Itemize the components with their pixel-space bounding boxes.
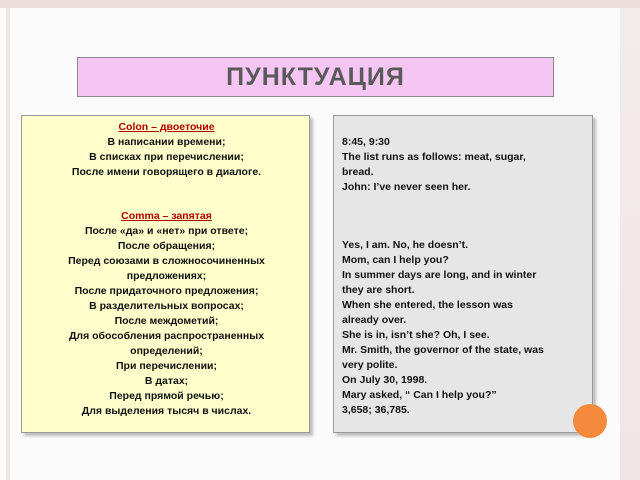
comma-rule: Для выделения тысяч в числах. xyxy=(81,405,252,417)
example-line: Mom, can I help you? xyxy=(342,254,449,266)
example-line: Mr. Smith, the governor of the state, was xyxy=(342,344,544,356)
slide-left-rule xyxy=(6,8,10,480)
comma-rule: В разделительных вопросах; xyxy=(89,300,244,312)
example-line: John: I’ve never seen her. xyxy=(342,181,471,193)
comma-rule: После «да» и «нет» при ответе; xyxy=(84,225,249,237)
colon-heading: Colon – двоеточие xyxy=(118,121,215,133)
comma-rule: предложениях; xyxy=(126,270,207,282)
example-line: Yes, I am. No, he doesn’t. xyxy=(342,239,469,251)
slide-right-rule xyxy=(620,8,640,480)
slide-title: ПУНКТУАЦИЯ xyxy=(226,62,405,91)
colon-rule: В написании времени; xyxy=(107,136,226,148)
example-line: 3,658; 36,785. xyxy=(342,404,410,416)
colon-rule: После имени говорящего в диалоге. xyxy=(71,166,262,178)
example-line: bread. xyxy=(342,166,374,178)
example-line: When she entered, the lesson was xyxy=(342,299,513,311)
comma-rule: определений; xyxy=(130,345,203,357)
comma-rule: В датах; xyxy=(144,375,189,387)
comma-rule: После междометий; xyxy=(114,315,219,327)
comma-rule: Перед союзами в сложносочиненных xyxy=(68,255,265,267)
comma-rule: Перед прямой речью; xyxy=(109,390,224,402)
comma-rule: После придаточного предложения; xyxy=(74,285,259,297)
example-line: She is in, isn’t she? Oh, I see. xyxy=(342,329,490,341)
example-line: already over. xyxy=(342,314,407,326)
slide-top-bar xyxy=(0,0,640,8)
comma-rule: Для обособления распространенных xyxy=(68,330,265,342)
example-line: very polite. xyxy=(342,359,398,371)
example-line: On July 30, 1998. xyxy=(342,374,428,386)
colon-rule: В списках при перечислении; xyxy=(89,151,244,163)
example-line: In summer days are long, and in winter xyxy=(342,269,537,281)
comma-rule: При перечислении; xyxy=(115,360,218,372)
example-line: 8:45, 9:30 xyxy=(342,136,390,148)
example-line: Mary asked, “ Can I help you?” xyxy=(342,389,497,401)
example-line: they are short. xyxy=(342,284,415,296)
comma-rule: После обращения; xyxy=(117,240,216,252)
decorative-orange-circle xyxy=(573,404,607,438)
comma-heading: Comma – запятая xyxy=(121,210,212,222)
examples-panel xyxy=(333,115,593,433)
title-box xyxy=(77,57,554,97)
rules-panel xyxy=(21,115,310,433)
example-line: The list runs as follows: meat, sugar, xyxy=(342,151,526,163)
